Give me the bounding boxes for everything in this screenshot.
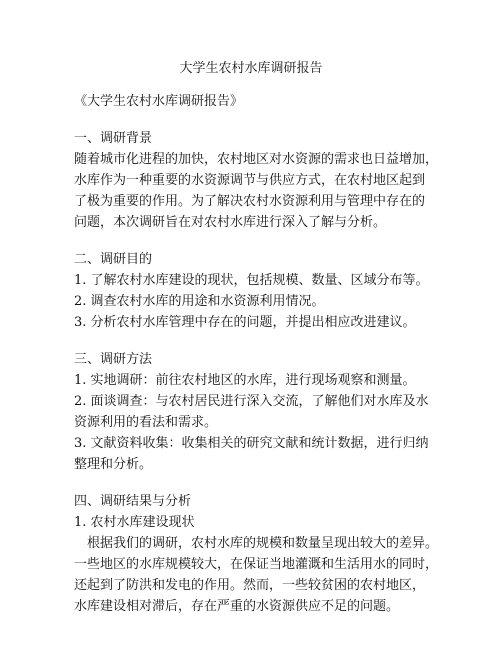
paragraph-line: 水库建设相对滞后，存在严重的水资源供应不足的问题。 bbox=[74, 599, 400, 614]
list-item-continuation: 整理和分析。 bbox=[74, 457, 153, 472]
list-item: 2. 面谈调查：与农村居民进行深入交流，了解他们对水库及水 bbox=[74, 394, 429, 409]
list-item-continuation: 资源利用的看法和需求。 bbox=[74, 415, 218, 430]
paragraph-line: 根据我们的调研，农村水库的规模和数量呈现出较大的差异。 bbox=[87, 536, 439, 551]
subsection-heading: 1. 农村水库建设现状 bbox=[74, 515, 195, 530]
paragraph-line: 水库作为一种重要的水资源调节与供应方式，在农村地区起到 bbox=[74, 173, 426, 188]
paragraph-line: 随着城市化进程的加快，农村地区对水资源的需求也日益增加， bbox=[74, 152, 439, 167]
paragraph-line: 一些地区的水库规模较大，在保证当地灌溉和生活用水的同时， bbox=[74, 557, 439, 572]
document-subtitle: 《大学生农村水库调研报告》 bbox=[74, 94, 244, 109]
document-title: 大学生农村水库调研报告 bbox=[179, 61, 323, 76]
list-item: 1. 了解农村水库建设的现状，包括规模、数量、区域分布等。 bbox=[74, 273, 429, 288]
paragraph-line: 问题，本次调研旨在对农村水库进行深入了解与分析。 bbox=[74, 215, 387, 230]
document-body bbox=[74, 91, 440, 617]
paragraph-line: 还起到了防洪和发电的作用。然而，一些较贫困的农村地区， bbox=[74, 578, 426, 593]
section-heading-background: 一、调研背景 bbox=[74, 131, 153, 146]
section-heading-results: 四、调研结果与分析 bbox=[74, 494, 192, 509]
paragraph-line: 了极为重要的作用。为了解决农村水资源利用与管理中存在的 bbox=[74, 194, 426, 209]
list-item: 2. 调查农村水库的用途和水资源利用情况。 bbox=[74, 294, 325, 309]
section-heading-method: 三、调研方法 bbox=[74, 352, 153, 367]
section-heading-purpose: 二、调研目的 bbox=[74, 252, 153, 267]
list-item: 3. 分析农村水库管理中存在的问题，并提出相应改进建议。 bbox=[74, 315, 416, 330]
list-item: 3. 文献资料收集：收集相关的研究文献和统计数据，进行归纳 bbox=[74, 436, 429, 451]
list-item: 1. 实地调研：前往农村地区的水库，进行现场观察和测量。 bbox=[74, 373, 416, 388]
